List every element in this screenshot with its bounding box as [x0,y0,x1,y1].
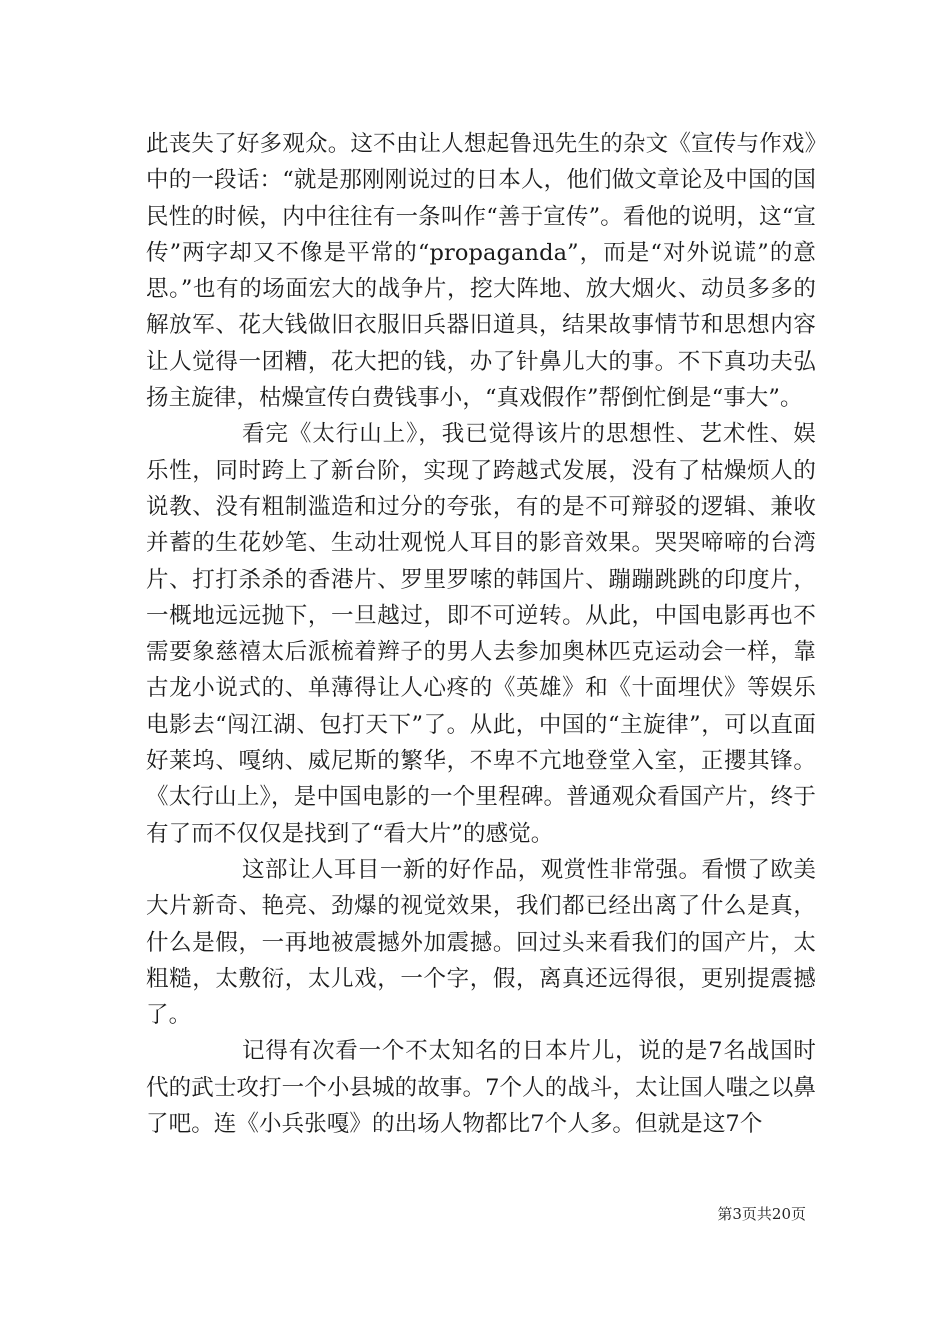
page-number-footer: 第3页共20页 [717,1205,806,1223]
paragraph-3: 这部让人耳目一新的好作品，观赏性非常强。看惯了欧美大片新奇、艳亮、劲爆的视觉效果，我们都已经出离了什么是真，什么是假，一再地被震撼外加震撼。回过头来看我们的国产片，太粗糙，太敷衍，太儿戏，一个字，假，离真还远得很，更别提震撼了。 [146,856,816,1029]
paragraph-2: 看完《太行山上》，我已觉得该片的思想性、艺术性、娱乐性，同时跨上了新台阶，实现了跨越式发展，没有了枯燥烦人的说教、没有粗制滥造和过分的夸张，有的是不可辩驳的逻辑、兼收并蓄的生花妙笔、生动壮观悦人耳目的影音效果。哭哭啼啼的台湾片、打打杀杀的香港片、罗里罗嗦的韩国片、蹦蹦跳跳的印度片，一概地远远抛下，一旦越过，即不可逆转。从此，中国电影再也不需要象慈禧太后派梳着辫子的男人去参加奥林匹克运动会一样，靠古龙小说式的、单薄得让人心疼的《英雄》和《十面埋伏》等娱乐电影去“闯江湖、包打天下”了。从此，中国的“主旋律”，可以直面好莱坞、嘎纳、威尼斯的繁华，不卑不亢地登堂入室，正攖其锋。《太行山上》，是中国电影的一个里程碑。普通观众看国产片，终于有了而不仅仅是找到了“看大片”的感觉。 [146,421,816,847]
paragraph-1: 此丧失了好多观众。这不由让人想起鲁迅先生的杂文《宣传与作戏》中的一段话：“就是那刚刚说过的日本人，他们做文章论及中国的国民性的时候，内中往往有一条叫作“善于宣传”。看他的说明，这“宣传”两字却又不像是平常的“propaganda”，而是“对外说谎”的意思。”也有的场面宏大的战争片，挖大阵地、放大烟火、动员多多的解放军、花大钱做旧衣服旧兵器旧道具，结果故事情节和思想内容让人觉得一团糟，花大把的钱，办了针鼻儿大的事。不下真功夫弘扬主旋律，枯燥宣传白费钱事小，“真戏假作”帮倒忙倒是“事大”。 [146,131,816,412]
body-text [146,126,816,1142]
paragraph-4: 记得有次看一个不太知名的日本片儿，说的是7名战国时代的武士攻打一个小县城的故事。7个人的战斗，太让国人嗤之以鼻了吧。连《小兵张嘎》的出场人物都比7个人多。但就是这7个 [146,1038,816,1138]
